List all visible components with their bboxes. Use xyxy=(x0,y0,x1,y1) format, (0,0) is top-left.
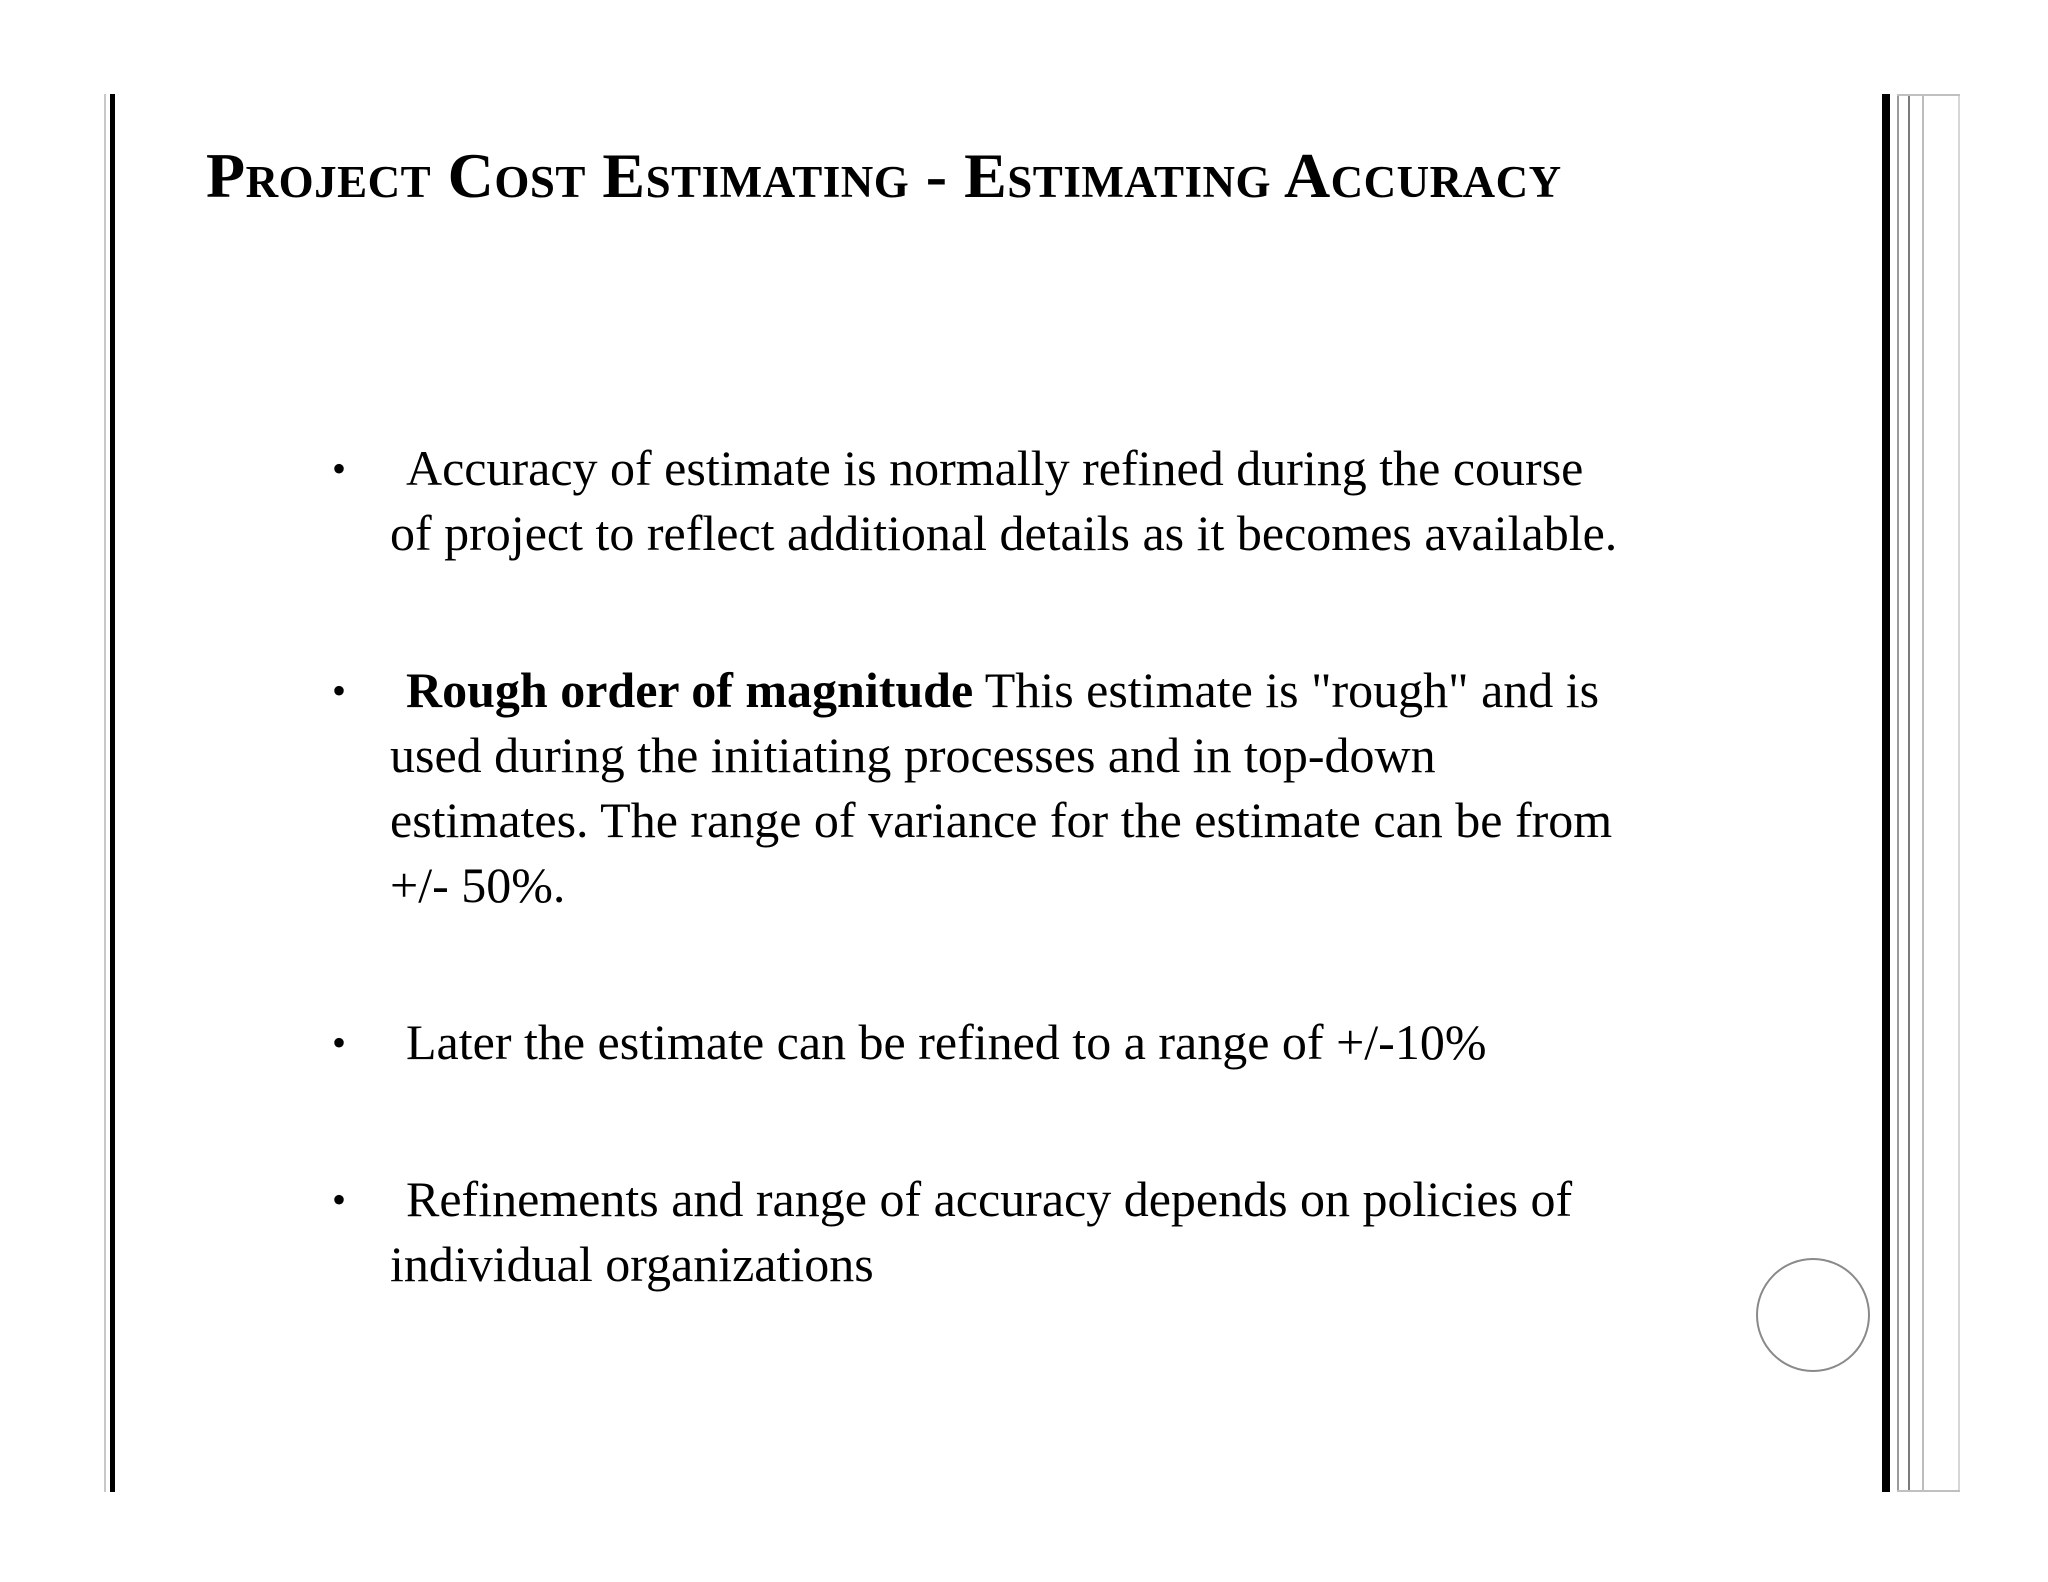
bullet-item xyxy=(332,658,1632,918)
bullet-text xyxy=(390,1010,1632,1075)
right-border-bottom-line xyxy=(1897,1490,1960,1492)
bullet-body: Accuracy of estimate is normally refined during the course of project to reflect additional details as it becomes available. xyxy=(390,440,1618,561)
right-border-line xyxy=(1958,94,1960,1492)
left-border-thin-line xyxy=(104,94,106,1492)
bullet-body: Refinements and range of accuracy depends on policies of individual organizations xyxy=(390,1171,1573,1292)
right-border-line xyxy=(1922,94,1924,1492)
bullet-text xyxy=(390,1167,1632,1297)
right-border-top-line xyxy=(1897,94,1960,96)
bullet-item xyxy=(332,1010,1632,1075)
bullet-text xyxy=(390,436,1632,566)
right-border-thick-line xyxy=(1882,94,1890,1492)
bullet-text xyxy=(390,658,1632,918)
bullet-icon: • xyxy=(332,446,347,491)
right-border-line xyxy=(1897,94,1899,1492)
slide-title: Project Cost Estimating - Estimating Accuracy xyxy=(206,140,1562,211)
bullet-bold-term: Rough order of magnitude xyxy=(406,662,974,718)
bullet-icon: • xyxy=(332,668,347,713)
bullet-body: Later the estimate can be refined to a range of +/-10% xyxy=(406,1014,1487,1070)
bullet-item xyxy=(332,436,1632,566)
bullet-item xyxy=(332,1167,1632,1297)
circle-ornament xyxy=(1756,1258,1870,1372)
right-border-line xyxy=(1908,94,1910,1492)
bullet-list xyxy=(332,436,1632,1297)
bullet-body: This estimate is "rough" and is used during the initiating processes and in top-down estimates. The range of variance for the estimate can be from +/- 50%. xyxy=(390,662,1613,913)
bullet-icon: • xyxy=(332,1177,347,1222)
left-border-thick-line xyxy=(110,94,115,1492)
bullet-icon: • xyxy=(332,1020,347,1065)
